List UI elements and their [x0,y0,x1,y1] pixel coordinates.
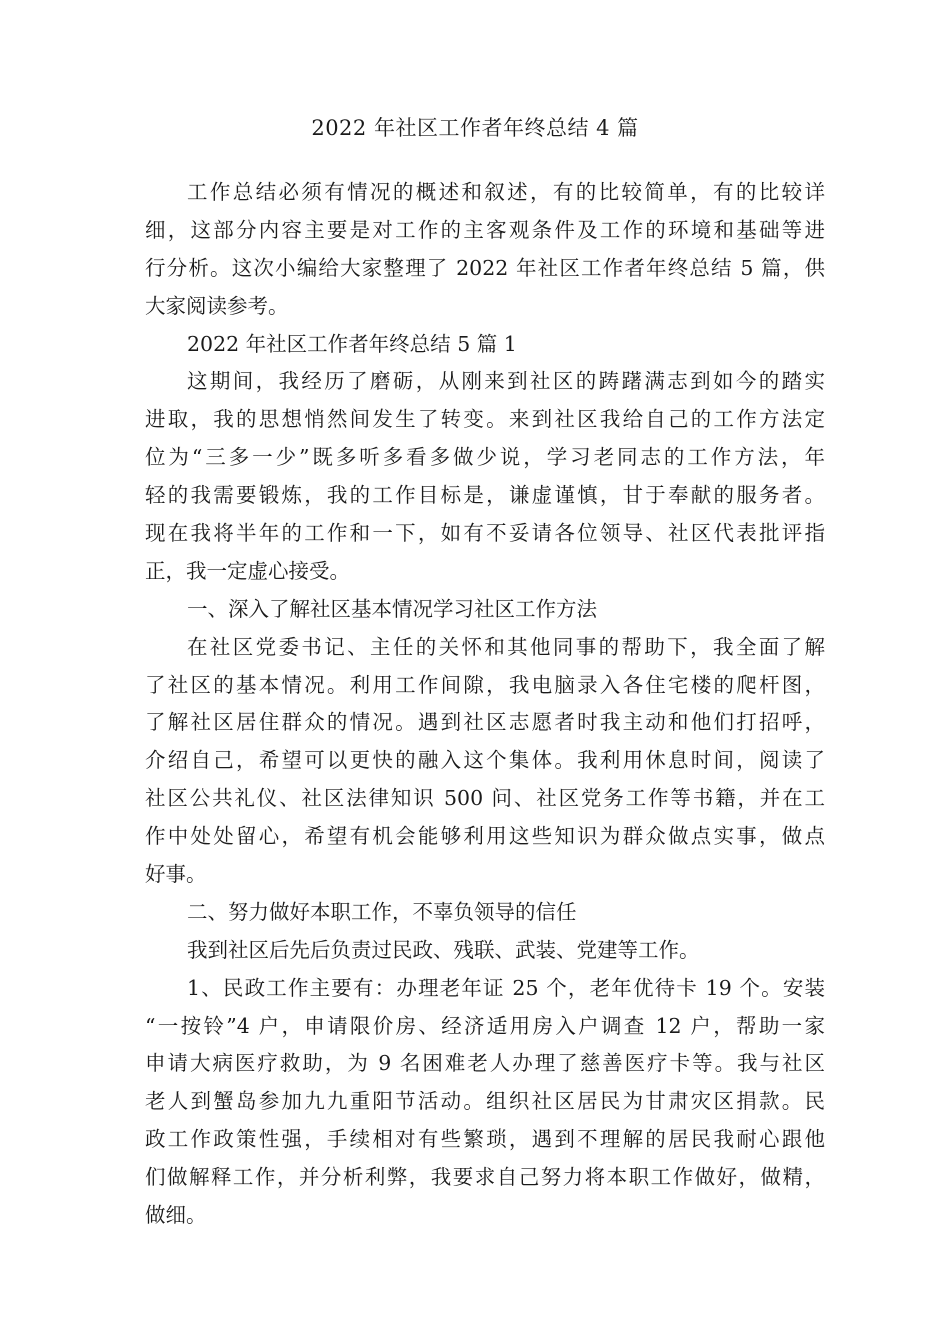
paragraph-line: 工作总结必须有情况的概述和叙述，有的比较简单，有的比较详 [187,180,825,204]
paragraph-line: 进取，我的思想悄然间发生了转变。来到社区我给自己的工作方法定 [145,407,825,432]
paragraph-line: 现在我将半年的工作和一下，如有不妥请各位领导、社区代表批评指 [145,521,825,546]
section-heading: 二、努力做好本职工作，不辜负领导的信任 [187,899,577,924]
paragraph-line: 大家阅读参考。 [145,293,289,318]
paragraph-line: 申请大病医疗救助，为 9 名困难老人办理了慈善医疗卡等。我与社区 [145,1051,825,1076]
paragraph-line: 介绍自己，希望可以更快的融入这个集体。我利用休息时间，阅读了 [145,748,825,773]
paragraph-line: 行分析。这次小编给大家整理了 2022 年社区工作者年终总结 5 篇，供 [145,255,825,280]
paragraph-line: 位为“三多一少”既多听多看多做少说，学习老同志的工作方法，年 [145,445,825,470]
paragraph-line: 细，这部分内容主要是对工作的主客观条件及工作的环境和基础等进 [145,217,825,242]
section-heading: 2022 年社区工作者年终总结 5 篇 1 [187,331,517,356]
section-heading: 一、深入了解社区基本情况学习社区工作方法 [187,596,597,621]
paragraph-line: 老人到蟹岛参加九九重阳节活动。组织社区居民为甘肃灾区捐款。民 [145,1089,825,1114]
paragraph-line: 了社区的基本情况。利用工作间隙，我电脑录入各住宅楼的爬杆图， [145,672,825,697]
paragraph-line: 政工作政策性强，手续相对有些繁琐，遇到不理解的居民我耐心跟他 [145,1127,825,1152]
paragraph-line: 作中处处留心，希望有机会能够利用这些知识为群众做点实事，做点 [145,824,825,849]
paragraph-line: 们做解释工作，并分析利弊，我要求自己努力将本职工作做好，做精， [145,1165,825,1190]
paragraph-line: 正，我一定虚心接受。 [145,558,350,583]
paragraph-line: 我到社区后先后负责过民政、残联、武装、党建等工作。 [187,937,700,962]
paragraph-line: 轻的我需要锻炼，我的工作目标是，谦虚谨慎，甘于奉献的服务者。 [145,483,825,508]
paragraph-line: 了解社区居住群众的情况。遇到社区志愿者时我主动和他们打招呼， [145,710,825,735]
paragraph-line: 1、民政工作主要有：办理老年证 25 个，老年优待卡 19 个。安装 [187,975,825,1000]
paragraph-line: 做细。 [145,1203,207,1228]
paragraph-line: 社区公共礼仪、社区法律知识 500 问、社区党务工作等书籍，并在工 [145,786,825,811]
document-title: 2022 年社区工作者年终总结 4 篇 [311,116,639,140]
paragraph-line: 好事。 [145,862,207,887]
paragraph-line: “一按铃”4 户，申请限价房、经济适用房入户调查 12 户，帮助一家 [145,1013,825,1038]
paragraph-line: 这期间，我经历了磨砺，从刚来到社区的踌躇满志到如今的踏实 [187,369,825,394]
document-body [145,174,825,1235]
paragraph-line: 在社区党委书记、主任的关怀和其他同事的帮助下，我全面了解 [187,634,825,659]
